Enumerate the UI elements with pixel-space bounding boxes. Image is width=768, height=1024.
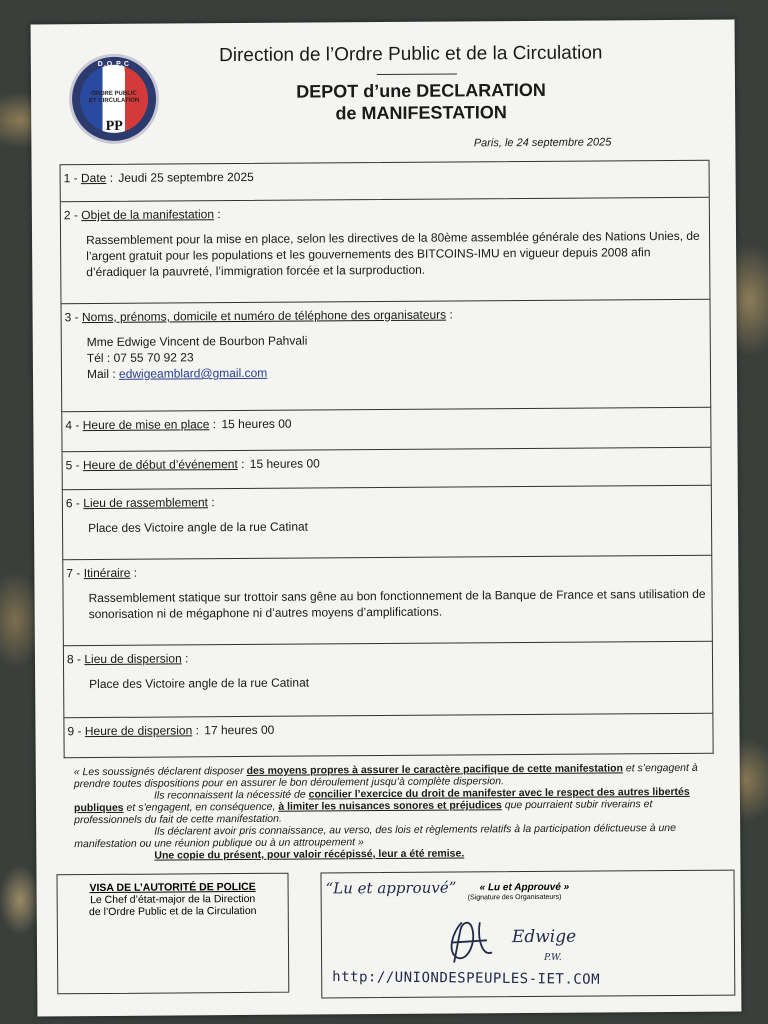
- police-visa-box: [56, 873, 289, 995]
- row-number: 8 -: [66, 652, 82, 667]
- declaration-statement: [74, 762, 705, 862]
- row-label: Heure de dispersion: [84, 723, 193, 739]
- row-number: 3 -: [64, 310, 79, 325]
- organiser-mail: [87, 362, 707, 382]
- declaration-para-2: [74, 786, 704, 826]
- decl-text: Ils reconnaissent la nécessité de: [153, 788, 309, 802]
- header-divider: [377, 73, 457, 75]
- row-sep: :: [192, 723, 199, 738]
- handwritten-url: http://UNIONDESPEUPLES-IET.COM: [332, 969, 601, 988]
- form-row-date: [60, 160, 710, 203]
- row-body: Place des Victoire angle de la rue Catinat: [89, 675, 310, 692]
- decl-emphasis: des moyens propres à assurer le caractère pacifique de cette manifestation: [246, 762, 623, 777]
- title-line-2: de MANIFESTATION: [335, 102, 507, 124]
- visa-line-1: Le Chef d’état-major de la Direction: [90, 892, 256, 907]
- title-line-1: DEPOT d’une DECLARATION: [296, 79, 546, 102]
- row-number: 6 -: [65, 496, 80, 511]
- seal-acronym: D.O.P.C: [97, 60, 130, 69]
- seal-text-line2: ET CIRCULATION: [88, 97, 140, 105]
- seal-text: [72, 91, 156, 106]
- row-label: Objet de la manifestation: [81, 207, 215, 223]
- row-sep: :: [207, 495, 215, 510]
- mail-label: Mail :: [86, 366, 120, 382]
- decl-text: « Les soussignés déclarent disposer: [73, 764, 247, 779]
- row-value: 15 heures 00: [249, 456, 320, 471]
- row-sep: :: [446, 307, 453, 322]
- form-row-dispersion-lieu: [63, 642, 713, 719]
- form-row-debut: [62, 448, 712, 491]
- signature-sublabel: (Signature des Organisateurs): [467, 893, 562, 902]
- row-sep: :: [181, 651, 189, 666]
- row-label: Date: [80, 170, 107, 186]
- place-and-date: Paris, le 24 septembre 2025: [473, 136, 612, 150]
- organiser-signature-box: [320, 870, 735, 999]
- row-label: Heure de mise en place: [82, 417, 210, 433]
- row-sep: :: [237, 456, 245, 472]
- row-body: Place des Victoire angle de la rue Catinat: [88, 519, 309, 536]
- organisation-name: Direction de l’Ordre Public et de la Circulation: [219, 42, 603, 67]
- row-value: 17 heures 00: [204, 722, 275, 738]
- row-value: 15 heures 00: [221, 416, 292, 432]
- decl-text: que pourraient subir riverains et professionnels du fait de cette manifestation.: [74, 798, 653, 827]
- mail-link[interactable]: edwigeamblard@gmail.com: [118, 365, 268, 381]
- row-sep: :: [209, 417, 217, 432]
- handwritten-approval: “Lu et approuvé”: [325, 878, 457, 898]
- row-label: Heure de début d’événement: [82, 457, 238, 473]
- organiser-phone: Tél : 07 55 70 92 23: [86, 350, 194, 366]
- handwritten-signature: [432, 911, 612, 972]
- row-label: Itinéraire: [83, 565, 131, 581]
- seal-monogram: PP: [105, 118, 123, 134]
- row-label: Noms, prénoms, domicile et numéro de téléphone des organisateurs: [81, 307, 447, 325]
- row-sep: :: [130, 565, 138, 580]
- row-number: 5 -: [65, 458, 80, 473]
- signature-initials: P.W.: [544, 952, 562, 963]
- form-row-itineraire: [62, 556, 713, 647]
- form-row-dispersion-heure: [63, 714, 713, 759]
- row-value: Jeudi 25 septembre 2025: [118, 169, 254, 185]
- row-number: 1 -: [63, 171, 78, 186]
- decl-emphasis: à limiter les nuisances sonores et préjudices: [278, 799, 502, 813]
- signature-name: Edwige: [511, 926, 577, 948]
- form-row-rassemblement: [62, 486, 712, 561]
- decl-text: et s’engagent, en conséquence,: [123, 800, 279, 814]
- seal-text-line1: ORDRE PUBLIC: [91, 90, 137, 98]
- row-sep: :: [213, 207, 221, 222]
- declaration-para-3: Ils déclarent avoir pris connaissance, au verso, des lois et règlements relatifs à la participation délictueuse à une manifestation ou une réunion publique ou à un attroupement »: [74, 821, 676, 851]
- declaration-receipt-note: Une copie du présent, pour valoir récépissé, leur a été remise.: [154, 847, 465, 862]
- form-row-organisateurs: [60, 300, 711, 413]
- form-row-objet: [60, 198, 711, 305]
- row-sep: :: [106, 170, 114, 185]
- organiser-contact: [65, 320, 707, 382]
- row-number: 7 -: [66, 566, 81, 581]
- form-table: [60, 160, 714, 759]
- organiser-name: Mme Edwige Vincent de Bourbon Pahvali: [86, 333, 308, 350]
- row-number: 2 -: [63, 208, 78, 223]
- visa-title: VISA DE L’AUTORITÉ DE POLICE: [89, 880, 256, 895]
- visa-line-2: de l’Ordre Public et de la Circulation: [88, 904, 257, 919]
- row-number: 4 -: [65, 418, 80, 433]
- row-label: Lieu de dispersion: [84, 651, 182, 667]
- declaration-form-sheet: [31, 20, 742, 1017]
- row-label: Lieu de rassemblement: [83, 495, 209, 511]
- row-body: Rassemblement pour la mise en place, selon les directives de la 80ème assemblée générale des Nations Unies, de l’argent gratuit pour les populations et les gouvernements des BITCOINS-IMU en vigueur depuis 2008 afin d’éradiquer la pauvreté, l’immigration forcée et la surproduction.: [86, 228, 700, 280]
- police-seal-logo: [69, 54, 160, 145]
- decl-emphasis: concilier l’exercice du droit de manifester avec le respect des autres libertés publiques: [73, 785, 690, 815]
- document-title: [231, 78, 611, 125]
- form-row-mise-en-place: [61, 408, 711, 453]
- decl-text: et s’engagent à prendre toutes dispositions pour en assurer le bon déroulement jusqu’à complète dispersion.: [73, 761, 698, 791]
- row-body: Rassemblement statique sur trottoir sans gêne au bon fonctionnement de la Banque de France et sans utilisation de sonorisation ni de mégaphone ni d’autres moyens d’amplifications.: [88, 586, 706, 622]
- row-number: 9 -: [67, 724, 82, 739]
- approval-label: « Lu et Approuvé »: [479, 881, 570, 894]
